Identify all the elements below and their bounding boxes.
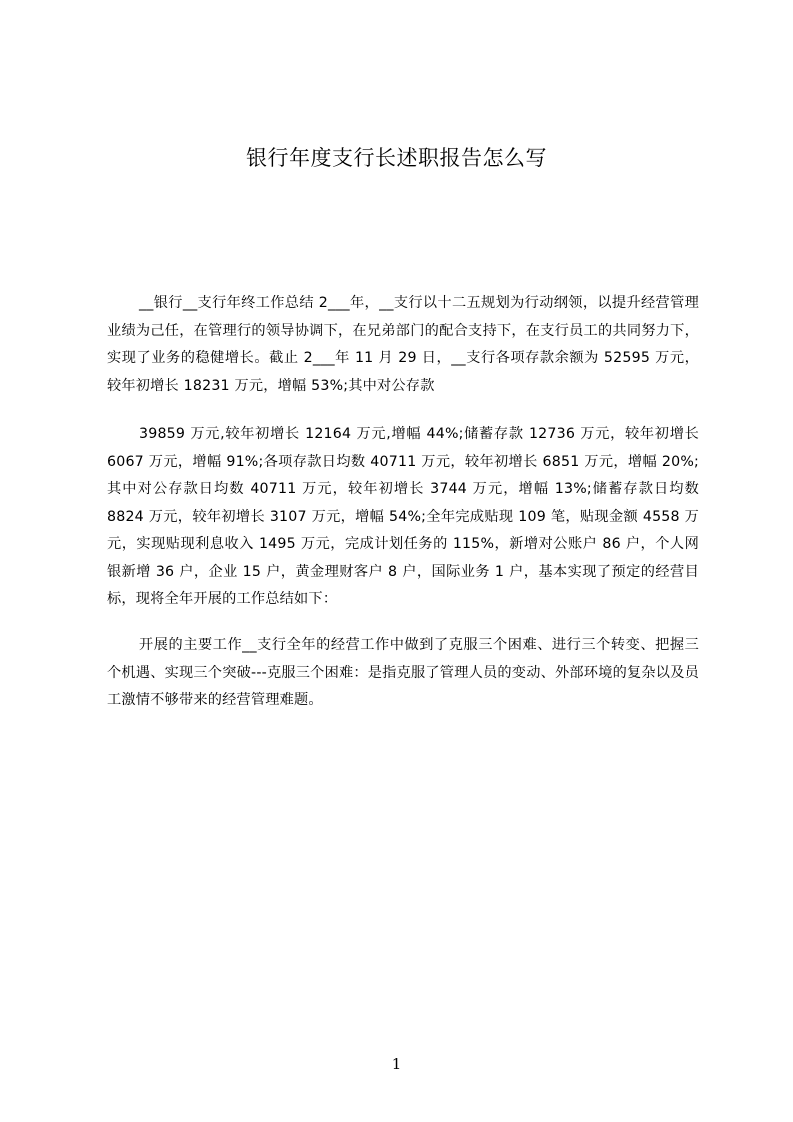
paragraph-2: 39859 万元,较年初增长 12164 万元,增幅 44%;储蓄存款 12736 万元，较年初增长 6067 万元，增幅 91%;各项存款日均数 40711 万元，较年初增长 6851 万元，增幅 20%;其中对公存款日均数 40711 万元，较年初增长 3744 万元，增幅 13%;储蓄存款日均数 8824 万元，较年初增长 3107 万元，增幅 54%;全年完成贴现 109 笔，贴现金额 4558 万元，实现贴现利息收入 1495 万元，完成计划任务的 115%，新增对公账户 86 户，个人网银新增 36 户，企业 15 户，黄金理财客户 8 户，国际业务 1 户，基本实现了预定的经营目标，现将全年开展的工作总结如下：	[107, 426, 699, 607]
paragraph-3: 开展的主要工作__支行全年的经营工作中做到了克服三个困难、进行三个转变、把握三个机遇、实现三个突破---克服三个困难：是指克服了管理人员的变动、外部环境的复杂以及员工激情不够带来的经营管理难题。	[107, 637, 699, 708]
paragraph-1: __银行__支行年终工作总结 2___年，__支行以十二五规划为行动纲领，以提升经营管理业绩为己任，在管理行的领导协调下，在兄弟部门的配合支持下，在支行员工的共同努力下，实现了业务的稳健增长。截止 2___年 11 月 29 日，__支行各项存款余额为 52595 万元，较年初增长 18231 万元，增幅 53%;其中对公存款	[107, 295, 699, 394]
document-title: 银行年度支行长述职报告怎么写	[246, 146, 547, 170]
page-number: 1	[391, 1055, 402, 1073]
